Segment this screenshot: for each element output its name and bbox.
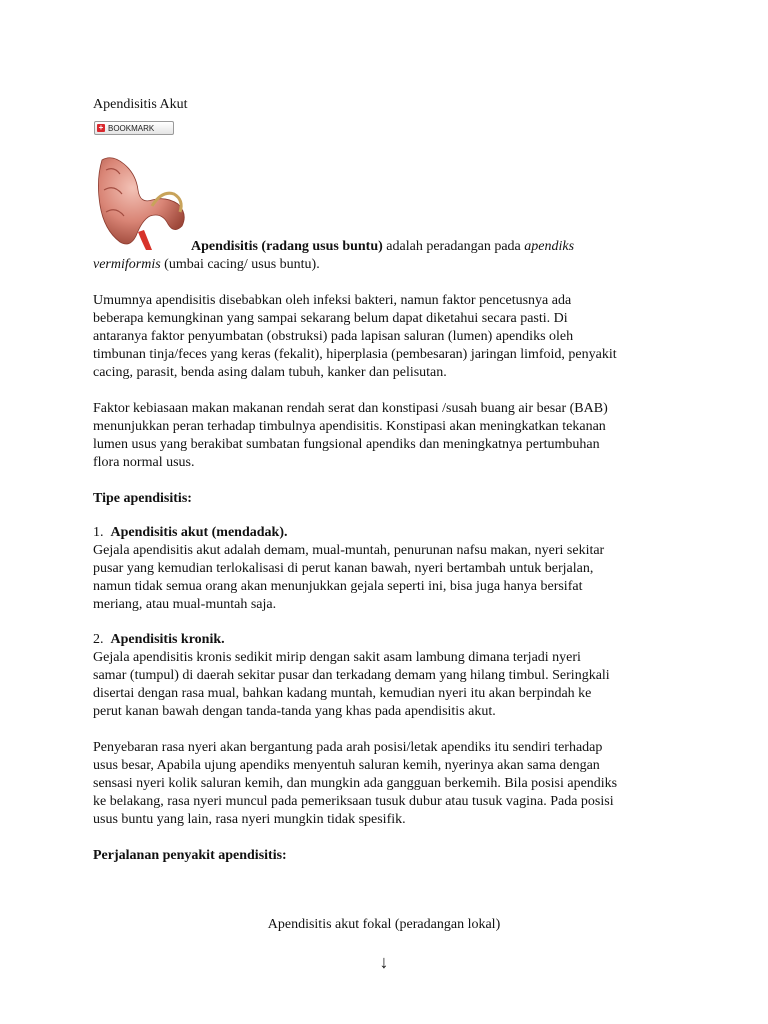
page-title: Apendisitis Akut xyxy=(93,97,188,112)
type1-heading-line: 1. Apendisitis akut (mendadak). xyxy=(93,525,288,540)
type1-heading: Apendisitis akut (mendadak). xyxy=(110,525,288,540)
paragraph-line: pusar yang kemudian terlokalisasi di perut kanan bawah, nyeri bertambah untuk berjalan, xyxy=(93,561,594,576)
paragraph-line: antaranya faktor penyumbatan (obstruksi) pada lapisan saluran (lumen) apendiks oleh xyxy=(93,329,574,344)
flow-step: Apendisitis akut fokal (peradangan lokal) xyxy=(267,917,501,932)
paragraph-line: beberapa kemungkinan yang sampai sekarang belum dapat diketahui secara pasti. Di xyxy=(93,311,568,326)
paragraph-line: Umumnya apendisitis disebabkan oleh infeksi bakteri, namun faktor pencetusnya ada xyxy=(93,293,572,308)
types-heading: Tipe apendisitis: xyxy=(93,491,192,506)
paragraph-line: Gejala apendisitis kronis sedikit mirip dengan sakit asam lambung dimana terjadi nyeri xyxy=(93,650,581,665)
paragraph-line: Penyebaran rasa nyeri akan bergantung pada arah posisi/letak apendiks itu sendiri terhadap xyxy=(93,740,603,755)
paragraph-line: samar (tumpul) di daerah sekitar pusar dan terkadang demam yang hilang timbul. Seringkali xyxy=(93,668,610,683)
intro-line-2: vermiformis (umbai cacing/ usus buntu). xyxy=(93,257,320,272)
down-arrow-icon: ↓ xyxy=(379,952,389,972)
paragraph-line: disertai dengan rasa mual, bahkan kadang muntah, kemudian nyeri itu akan berpindah ke xyxy=(93,686,592,701)
bookmark-button[interactable] xyxy=(94,121,174,135)
paragraph-line: lumen usus yang berakibat sumbatan fungsional apendiks dan meningkatnya pertumbuhan xyxy=(93,437,600,452)
intro-line-1: Apendisitis (radang usus buntu) adalah peradangan pada apendiks xyxy=(191,239,575,254)
paragraph-line: cacing, parasit, benda asing dalam tubuh, kanker dan pelisutan. xyxy=(93,365,447,380)
type2-heading: Apendisitis kronik. xyxy=(110,632,225,647)
bookmark-label: BOOKMARK xyxy=(108,124,155,133)
paragraph-line: Faktor kebiasaan makan makanan rendah serat dan konstipasi /susah buang air besar (BAB) xyxy=(93,401,608,416)
intro-term: Apendisitis (radang usus buntu) xyxy=(191,239,383,254)
paragraph-line: ke belakang, rasa nyeri muncul pada pemeriksaan tusuk dubur atau tusuk vagina. Pada posisi xyxy=(93,794,614,809)
type2-heading-line: 2. Apendisitis kronik. xyxy=(93,632,225,647)
paragraph-line: sensasi nyeri kolik saluran kemih, dan mungkin ada gangguan berkemih. Bila posisi apendiks xyxy=(93,776,618,791)
paragraph-line: timbunan tinja/feces yang keras (fekalit), hiperplasia (pembesaran) jaringan limfoid, penyakit xyxy=(93,347,617,362)
plus-icon: + xyxy=(98,123,104,132)
appendix-illustration xyxy=(92,150,192,252)
paragraph-line: menunjukkan peran terhadap timbulnya apendisitis. Konstipasi akan meningkatkan tekanan xyxy=(93,419,606,434)
paragraph-line: flora normal usus. xyxy=(93,455,195,470)
paragraph-line: namun tidak semua orang akan menunjukkan gejala seperti ini, bisa juga hanya bersifat xyxy=(93,579,583,594)
paragraph-line: usus besar, Apabila ujung apendiks menyentuh saluran kemih, nyerinya akan sama dengan xyxy=(93,758,600,773)
paragraph-line: usus buntu yang lain, rasa nyeri mungkin tidak spesifik. xyxy=(93,812,406,827)
paragraph-line: perut kanan bawah dengan tanda-tanda yang khas pada apendisitis akut. xyxy=(93,704,496,719)
paragraph-line: Gejala apendisitis akut adalah demam, mual-muntah, penurunan nafsu makan, nyeri sekitar xyxy=(93,543,605,558)
progression-heading: Perjalanan penyakit apendisitis: xyxy=(93,848,287,863)
paragraph-line: meriang, atau mual-muntah saja. xyxy=(93,597,277,612)
